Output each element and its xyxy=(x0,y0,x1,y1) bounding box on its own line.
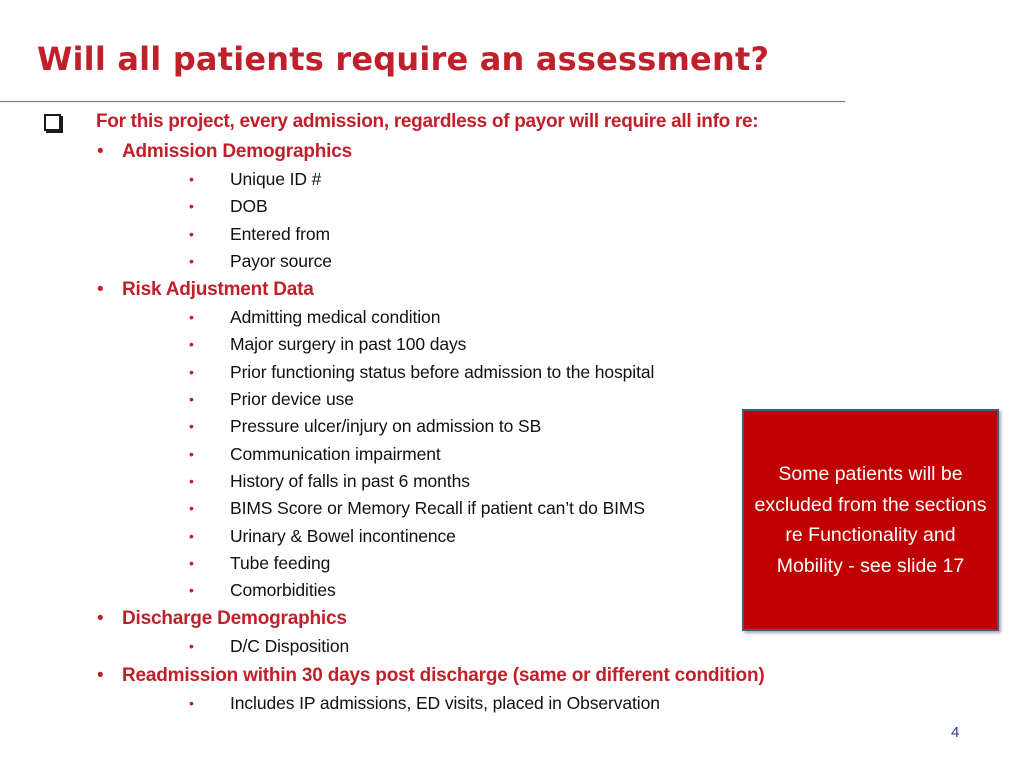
bullet-icon: • xyxy=(189,391,194,408)
list-item-text: Unique ID # xyxy=(230,169,322,189)
list-item xyxy=(0,248,760,275)
callout-text: Some patients will be excluded from the sections re Functionality and Mobility - see slide 17 xyxy=(754,463,987,577)
title-divider xyxy=(0,101,845,102)
list-item-text: Pressure ulcer/injury on admission to SB xyxy=(230,416,542,437)
list-item-text: Major surgery in past 100 days xyxy=(230,334,467,355)
list-item-text: Prior functioning status before admission to the hospital xyxy=(230,361,655,382)
list-item xyxy=(0,495,760,522)
list-item xyxy=(0,331,760,358)
section-heading xyxy=(0,137,760,166)
bullet-icon: • xyxy=(189,638,194,655)
list-item xyxy=(0,193,760,220)
bullet-icon: • xyxy=(189,582,194,599)
list-item xyxy=(0,359,760,386)
section-heading xyxy=(0,275,760,304)
list-item-text: Communication impairment xyxy=(230,443,441,464)
bullet-icon: • xyxy=(97,664,104,686)
list-item-text: DOB xyxy=(230,196,268,217)
list-item xyxy=(0,221,760,248)
section-list xyxy=(0,137,765,717)
bullet-icon: • xyxy=(189,694,194,711)
section-heading-text: Readmission within 30 days post discharge (same or different condition) xyxy=(122,664,765,686)
list-item xyxy=(0,304,760,331)
bullet-icon: • xyxy=(189,225,194,242)
callout-box xyxy=(742,409,999,631)
list-item-text: D/C Disposition xyxy=(230,636,350,657)
bullet-icon: • xyxy=(189,418,194,435)
list-item-text: Payor source xyxy=(230,250,332,271)
section-heading-text: Risk Adjustment Data xyxy=(122,279,314,301)
bullet-icon: • xyxy=(189,554,194,571)
bullet-icon: • xyxy=(189,309,194,326)
list-item-text: Admitting medical condition xyxy=(230,307,441,328)
list-item xyxy=(0,386,760,413)
list-item xyxy=(0,633,760,660)
list-item xyxy=(0,690,760,717)
section-heading xyxy=(0,604,760,633)
list-item xyxy=(0,441,760,468)
list-item-text: Urinary & Bowel incontinence xyxy=(230,525,456,546)
list-item-text: Comorbidities xyxy=(230,580,336,601)
bullet-icon: • xyxy=(189,171,194,187)
list-item xyxy=(0,413,760,440)
bullet-icon: • xyxy=(189,252,194,269)
list-item-text: History of falls in past 6 months xyxy=(230,470,470,491)
intro-text: For this project, every admission, regardless of payor will require all info re: xyxy=(96,111,759,132)
list-item xyxy=(0,166,760,193)
list-item-text: Prior device use xyxy=(230,389,354,410)
list-item-text: Tube feeding xyxy=(230,552,331,573)
list-item-text: Includes IP admissions, ED visits, placed in Observation xyxy=(230,692,660,713)
bullet-icon: • xyxy=(189,363,194,380)
checkbox-icon xyxy=(44,114,61,131)
section-heading xyxy=(0,661,765,690)
bullet-icon: • xyxy=(189,336,194,353)
bullet-icon: • xyxy=(189,527,194,544)
list-item-text: Entered from xyxy=(230,223,330,244)
bullet-icon: • xyxy=(97,279,104,301)
bullet-icon: • xyxy=(189,472,194,489)
page-number: 4 xyxy=(951,724,960,741)
list-item xyxy=(0,550,760,577)
list-item-text: BIMS Score or Memory Recall if patient can’t do BIMS xyxy=(230,498,645,519)
list-item xyxy=(0,523,760,550)
list-item xyxy=(0,468,760,495)
section-heading-text: Discharge Demographics xyxy=(122,608,347,630)
bullet-icon: • xyxy=(189,445,194,462)
list-item xyxy=(0,577,760,604)
bullet-icon: • xyxy=(97,608,104,630)
bullet-icon: • xyxy=(189,500,194,517)
bullet-icon: • xyxy=(189,198,194,215)
bullet-icon: • xyxy=(97,141,104,162)
section-heading-text: Admission Demographics xyxy=(122,141,352,162)
slide-title: Will all patients require an assessment? xyxy=(37,40,770,78)
